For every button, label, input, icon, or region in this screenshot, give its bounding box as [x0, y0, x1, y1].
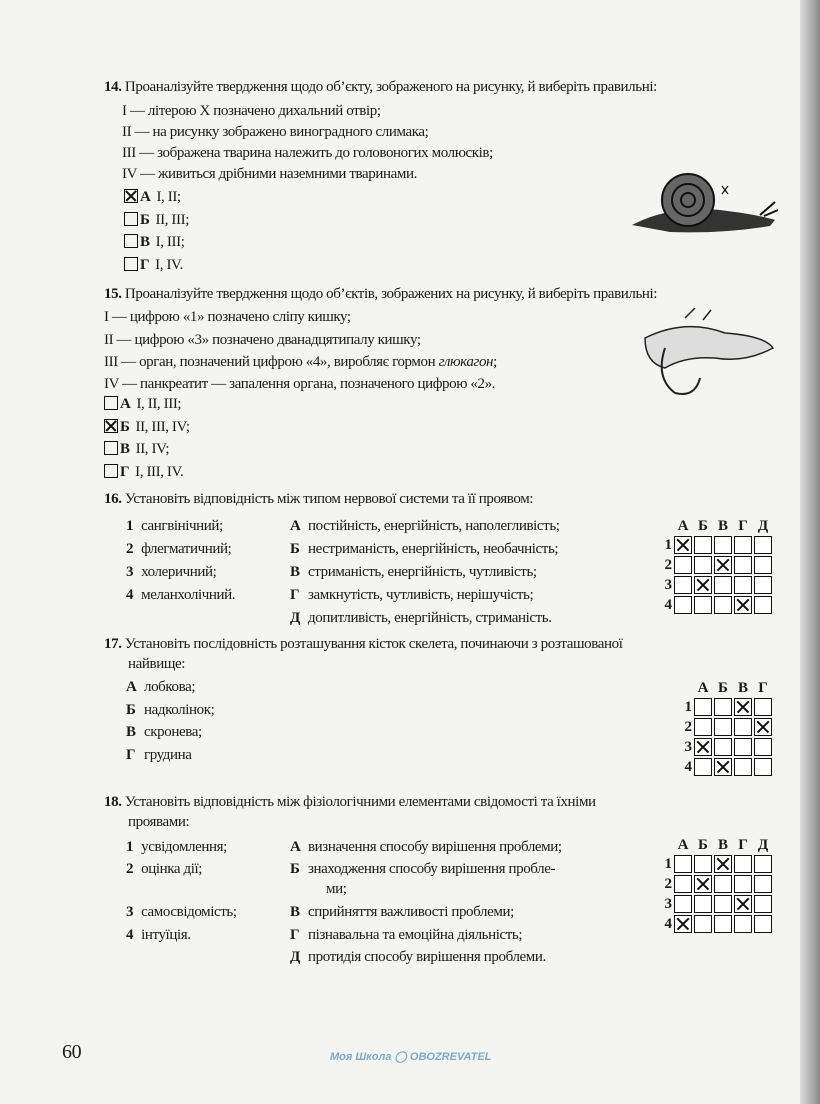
statement: I — цифрою «1» позначено сліпу кишку; — [104, 309, 351, 325]
grid-cell[interactable] — [734, 915, 752, 933]
grid-row-label: 1 — [664, 856, 672, 872]
grid-column-label: Б — [718, 680, 728, 696]
statement: IV — панкреатит — запалення органа, позначеного цифрою «2». — [104, 376, 496, 392]
answer-option[interactable] — [104, 395, 181, 414]
grid-cell[interactable] — [714, 915, 732, 933]
grid-column-label: А — [697, 680, 709, 696]
item-letter: А — [290, 839, 301, 855]
page-number: 60 — [62, 1041, 82, 1063]
answer-option[interactable] — [104, 440, 169, 459]
item-text: лобкова; — [144, 679, 196, 695]
grid-column-label: Г — [738, 837, 748, 853]
question-text-cont: проявами: — [128, 814, 190, 830]
item-number: 3 — [126, 564, 134, 580]
answer-option[interactable] — [124, 256, 183, 275]
grid-column-label: А — [677, 518, 689, 534]
grid-cell[interactable] — [674, 556, 692, 574]
item-letter: Б — [126, 701, 136, 718]
grid-cell[interactable] — [694, 895, 712, 913]
option-letter: Г — [120, 463, 130, 480]
item-text: сангвінічний; — [141, 518, 223, 534]
grid-cell[interactable] — [714, 738, 732, 756]
sequence-item — [126, 701, 214, 720]
item-text: протидія способу вирішення проблеми. — [308, 949, 546, 965]
grid-row-label: 2 — [684, 719, 692, 735]
grid-column-label: В — [717, 837, 728, 853]
left-item — [126, 517, 223, 536]
digestive-organs-illustration — [625, 308, 775, 398]
grid-cell[interactable] — [754, 738, 772, 756]
grid-cell[interactable] — [734, 556, 752, 574]
item-text: замкнутість, чутливість, нерішучість; — [308, 587, 534, 603]
right-item — [290, 903, 514, 922]
grid-cell[interactable] — [734, 698, 752, 716]
grid-cell[interactable] — [694, 738, 712, 756]
question-16 — [104, 490, 533, 509]
item-letter: В — [126, 724, 136, 740]
item-text: флегматичний; — [141, 541, 232, 557]
grid-cell[interactable] — [694, 556, 712, 574]
grid-cell[interactable] — [714, 576, 732, 594]
answer-grid-16 — [660, 516, 774, 616]
option-text: II, III, IV; — [135, 418, 190, 435]
question-number: 14. — [104, 79, 122, 95]
grid-cell[interactable] — [754, 718, 772, 736]
grid-column-label: Б — [698, 837, 708, 853]
grid-row-label: 4 — [684, 759, 692, 775]
grid-column-label: Д — [757, 518, 769, 534]
grid-cell[interactable] — [734, 536, 752, 554]
grid-cell[interactable] — [714, 536, 732, 554]
grid-column-label: Б — [698, 518, 708, 534]
checkbox[interactable] — [124, 189, 138, 203]
grid-cell[interactable] — [694, 576, 712, 594]
question-text: Установіть відповідність між фізіологічними елементами свідомості та їхніми — [124, 794, 596, 810]
grid-cell[interactable] — [734, 895, 752, 913]
checkbox[interactable] — [104, 441, 118, 455]
grid-cell[interactable] — [674, 596, 692, 614]
answer-option[interactable] — [104, 463, 183, 482]
grid-cell[interactable] — [674, 536, 692, 554]
option-text: II, III; — [155, 211, 189, 228]
grid-cell[interactable] — [754, 855, 772, 873]
item-letter: А — [126, 679, 137, 695]
question-text: Установіть послідовність розташування кісток скелета, починаючи з розташованої — [124, 636, 623, 652]
grid-cell[interactable] — [714, 698, 732, 716]
right-item — [290, 926, 522, 945]
checkbox[interactable] — [124, 257, 138, 271]
checkbox[interactable] — [104, 464, 118, 478]
grid-row-label: 2 — [664, 876, 672, 892]
snail-illustration — [630, 170, 780, 240]
item-text: нестриманість, енергійність, необачність; — [308, 541, 559, 557]
grid-cell[interactable] — [714, 895, 732, 913]
item-letter: Г — [290, 587, 300, 603]
question-text: Установіть відповідність між типом нервової системи та її проявом: — [124, 491, 534, 507]
item-number: 1 — [126, 518, 134, 534]
grid-cell[interactable] — [734, 875, 752, 893]
item-letter: Д — [290, 610, 300, 626]
page-edge-shadow — [800, 0, 820, 1104]
option-letter: Г — [140, 256, 150, 273]
item-number: 2 — [126, 861, 134, 877]
item-letter: Г — [290, 927, 300, 943]
item-text: оцінка дії; — [141, 861, 203, 877]
left-item — [126, 860, 202, 879]
question-number: 18. — [104, 794, 122, 810]
checkbox[interactable] — [104, 396, 118, 410]
right-item — [290, 540, 558, 559]
question-text: Проаналізуйте твердження щодо об’єкту, зображеного на рисунку, й виберіть правильні: — [124, 79, 657, 95]
grid-cell[interactable] — [754, 596, 772, 614]
statement: IV — живиться дрібними наземними тваринами. — [122, 166, 417, 182]
sequence-item — [126, 678, 195, 697]
item-number: 4 — [126, 587, 134, 603]
grid-cell[interactable] — [714, 718, 732, 736]
question-15 — [104, 285, 657, 304]
grid-row-label: 1 — [664, 537, 672, 553]
grid-cell[interactable] — [754, 875, 772, 893]
question-14 — [104, 78, 657, 97]
right-item — [290, 586, 533, 605]
checkbox[interactable] — [124, 234, 138, 248]
grid-cell[interactable] — [674, 915, 692, 933]
grid-row-label: 3 — [664, 577, 672, 593]
grid-column-label: А — [677, 837, 689, 853]
watermark-brand: OBOZREVATEL — [409, 1051, 492, 1063]
grid-cell[interactable] — [674, 576, 692, 594]
statement: I — літерою X позначено дихальний отвір; — [122, 103, 381, 119]
grid-cell[interactable] — [734, 718, 752, 736]
option-letter: В — [140, 234, 150, 250]
grid-cell[interactable] — [694, 536, 712, 554]
grid-cell[interactable] — [754, 576, 772, 594]
grid-row-label: 4 — [664, 597, 672, 613]
grid-cell[interactable] — [714, 758, 732, 776]
left-item — [126, 563, 216, 582]
item-letter: Б — [290, 541, 300, 557]
left-item — [126, 540, 231, 559]
grid-cell[interactable] — [754, 556, 772, 574]
item-text: стриманість, енергійність, чутливість; — [308, 564, 537, 580]
grid-cell[interactable] — [714, 875, 732, 893]
grid-cell[interactable] — [754, 915, 772, 933]
grid-cell[interactable] — [694, 698, 712, 716]
answer-option[interactable] — [124, 188, 181, 207]
left-item — [126, 926, 191, 945]
watermark-school: Моя Школа — [330, 1051, 392, 1063]
question-text-cont: найвище: — [128, 656, 185, 672]
grid-cell[interactable] — [754, 758, 772, 776]
left-item — [126, 586, 235, 605]
grid-cell[interactable] — [674, 855, 692, 873]
grid-row-label: 1 — [684, 699, 692, 715]
option-text: I, II, III; — [136, 396, 182, 412]
question-text: Проаналізуйте твердження щодо об’єктів, зображених на рисунку, й виберіть правильні: — [124, 286, 658, 302]
right-item — [290, 563, 537, 582]
grid-cell[interactable] — [734, 738, 752, 756]
grid-cell[interactable] — [674, 895, 692, 913]
left-item — [126, 903, 237, 922]
checkbox[interactable] — [104, 419, 118, 433]
option-letter: А — [120, 396, 131, 412]
answer-option[interactable] — [124, 233, 184, 252]
hormone-name: глюкагон — [438, 354, 494, 370]
question-17 — [104, 635, 622, 654]
option-letter: В — [120, 441, 130, 457]
grid-cell[interactable] — [734, 596, 752, 614]
answer-option[interactable] — [124, 211, 189, 230]
item-text: надколінок; — [144, 701, 215, 718]
item-text: знаходження способу вирішення пробле- — [308, 861, 556, 877]
grid-column-label: В — [717, 518, 728, 534]
item-number: 3 — [126, 904, 134, 920]
item-letter: В — [290, 904, 300, 920]
option-letter: А — [140, 189, 151, 205]
grid-cell[interactable] — [714, 596, 732, 614]
grid-cell[interactable] — [714, 855, 732, 873]
grid-column-label: Д — [757, 837, 769, 853]
grid-column-label: Г — [758, 680, 768, 696]
right-item — [290, 517, 560, 536]
question-number: 17. — [104, 636, 122, 652]
grid-cell[interactable] — [674, 875, 692, 893]
item-number: 4 — [126, 927, 134, 943]
item-text: скронева; — [144, 724, 202, 740]
item-text: пізнавальна та емоційна діяльність; — [308, 927, 523, 943]
grid-column-label: Г — [738, 518, 748, 534]
option-text: II, IV; — [135, 441, 170, 457]
item-text-cont: ми; — [326, 881, 347, 897]
item-text: визначення способу вирішення проблеми; — [308, 839, 562, 855]
grid-row-label: 4 — [664, 916, 672, 932]
item-letter: В — [290, 564, 300, 580]
statement-end: ; — [493, 354, 497, 370]
grid-row-label: 3 — [684, 739, 692, 755]
item-text: грудина — [144, 746, 192, 763]
question-18 — [104, 793, 596, 812]
grid-cell[interactable] — [734, 758, 752, 776]
item-letter: Г — [126, 746, 136, 763]
answer-option[interactable] — [104, 418, 190, 437]
grid-cell[interactable] — [754, 698, 772, 716]
statement: II — цифрою «3» позначено дванадцятипалу кишку; — [104, 332, 421, 348]
item-number: 1 — [126, 839, 134, 855]
item-number: 2 — [126, 541, 134, 557]
sequence-item — [126, 746, 192, 765]
right-item — [290, 948, 546, 967]
item-text: постійність, енергійність, наполегливість; — [308, 518, 560, 534]
right-item — [290, 838, 562, 857]
statement: II — на рисунку зображено виноградного слимака; — [122, 124, 429, 140]
grid-row-label: 3 — [664, 896, 672, 912]
item-text: холеричний; — [141, 564, 217, 580]
grid-cell[interactable] — [754, 536, 772, 554]
grid-cell[interactable] — [734, 855, 752, 873]
grid-cell[interactable] — [694, 875, 712, 893]
grid-cell[interactable] — [754, 895, 772, 913]
left-item — [126, 838, 227, 857]
item-text: сприйняття важливості проблеми; — [308, 904, 514, 920]
option-text: I, II; — [156, 189, 181, 205]
grid-row-label: 2 — [664, 557, 672, 573]
grid-cell[interactable] — [694, 855, 712, 873]
sequence-item — [126, 723, 202, 742]
option-letter: Б — [140, 211, 150, 228]
grid-cell[interactable] — [694, 596, 712, 614]
item-letter: Б — [290, 861, 300, 877]
right-item — [290, 860, 555, 879]
option-text: I, III, IV. — [135, 463, 184, 480]
grid-cell[interactable] — [694, 758, 712, 776]
right-item — [290, 609, 552, 628]
grid-cell[interactable] — [714, 556, 732, 574]
option-text: I, III; — [155, 234, 185, 250]
grid-cell[interactable] — [694, 718, 712, 736]
item-text: інтуїція. — [141, 927, 191, 943]
grid-cell[interactable] — [694, 915, 712, 933]
question-number: 15. — [104, 286, 122, 302]
question-number: 16. — [104, 491, 122, 507]
checkbox[interactable] — [124, 212, 138, 226]
statement — [104, 353, 497, 372]
grid-column-label: В — [737, 680, 748, 696]
item-text: меланхолічний. — [141, 587, 236, 603]
answer-grid-17 — [680, 678, 774, 778]
answer-grid-18 — [660, 835, 774, 935]
grid-cell[interactable] — [734, 576, 752, 594]
item-letter: Д — [290, 949, 300, 965]
item-text: допитливість, енергійність, стриманість. — [308, 610, 552, 626]
statement: III — зображена тварина належить до головоногих молюсків; — [122, 145, 493, 161]
option-letter: Б — [120, 418, 130, 435]
item-text: самосвідомість; — [141, 904, 237, 920]
item-text: усвідомлення; — [141, 839, 227, 855]
watermark: Моя Школа ◯ OBOZREVATEL — [330, 1051, 492, 1063]
statement-text: III — орган, позначений цифрою «4», виробляє гормон — [104, 354, 439, 370]
option-text: I, IV. — [155, 256, 183, 273]
item-letter: А — [290, 518, 301, 534]
